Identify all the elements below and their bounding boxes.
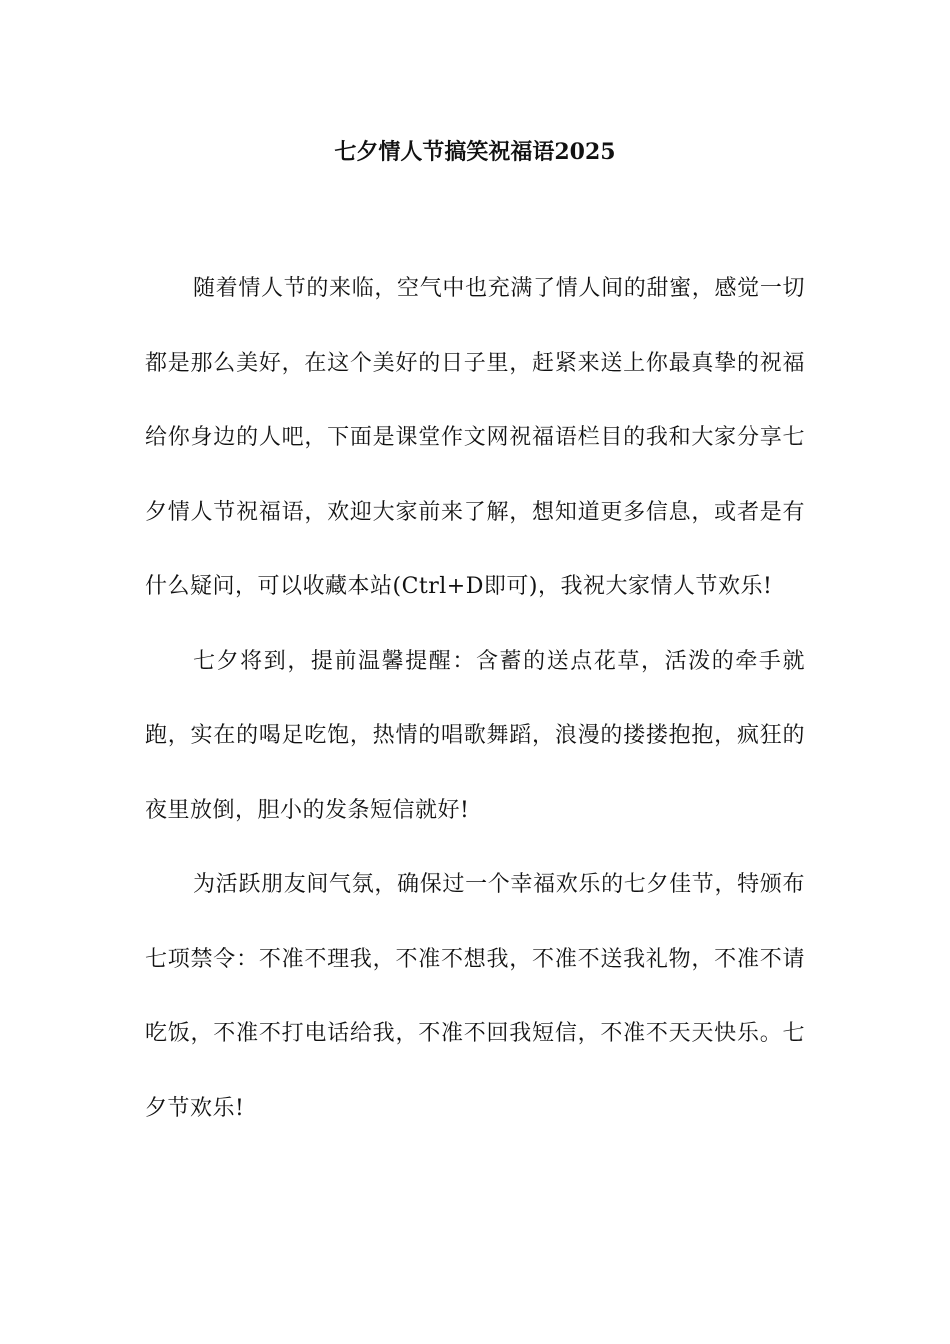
- paragraph-intro: 随着情人节的来临，空气中也充满了情人间的甜蜜，感觉一切都是那么美好，在这个美好的日子里，赶紧来送上你最真挚的祝福给你身边的人吧，下面是课堂作文网祝福语栏目的我和大家分享七夕情人节祝福语，欢迎大家前来了解，想知道更多信息，或者是有什么疑问，可以收藏本站(Ctrl+D即可)，我祝大家情人节欢乐!: [145, 276, 805, 599]
- paragraph-qixi-reminder: 七夕将到，提前温馨提醒：含蓄的送点花草，活泼的牵手就跑，实在的喝足吃饱，热情的唱歌舞蹈，浪漫的搂搂抱抱，疯狂的夜里放倒，胆小的发条短信就好!: [145, 648, 805, 823]
- document-body: [145, 252, 805, 1146]
- paragraph-seven-rules: 为活跃朋友间气氛，确保过一个幸福欢乐的七夕佳节，特颁布七项禁令：不准不理我，不准不想我，不准不送我礼物，不准不请吃饭，不准不打电话给我，不准不回我短信，不准不天天快乐。七夕节欢乐!: [145, 872, 805, 1121]
- document-title: 七夕情人节搞笑祝福语2025: [334, 139, 616, 165]
